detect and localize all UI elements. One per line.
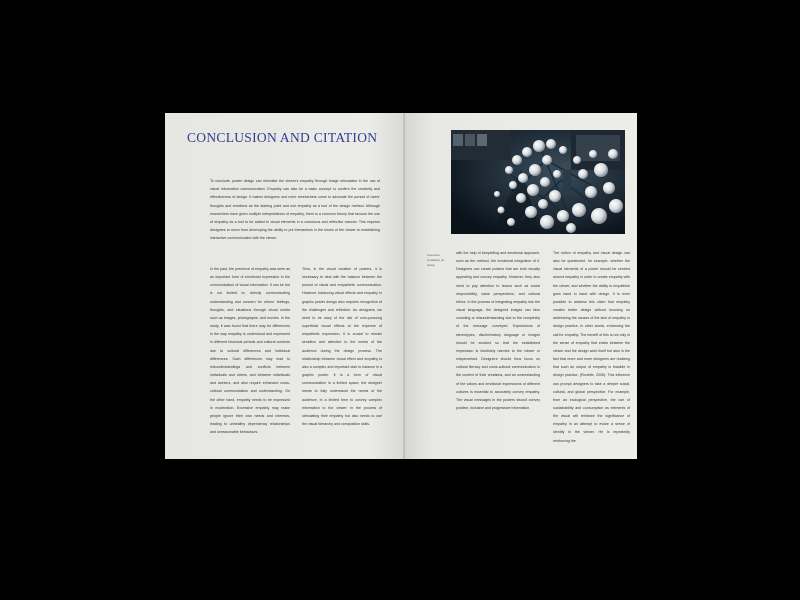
image-caption: Interactive installation art design [427, 253, 445, 267]
body-column-right-1: with the help of storytelling and emotional approach, such as the method, the emotional integration of it. Designers can create posters that are both visually appealing and convey empathy. However, they also need to pay attention to issues such as social responsibility, value perspectives, and cultural ethics. In the process of integrating empathy into the visual language, the designed images can face crowding or misunderstanding due to the complexity of the message conveyed. Expressions of stereotypes, discriminatory language or images should be avoided so that the established impression is intuitively harmful to the viewer or misperceived. Designers should thus focus on cultural literacy and cross-cultural communication in the context of their creations, and an understanding of the values and emotional expressions of different cultures is essential to accurately convey empathy. The visual messages in the posters should convey positive, inclusive and progressive information. [456, 251, 540, 410]
body-column-left-2: Thus, in the visual creation of posters, it is necessary to deal with the balance between the pursuit of visual and empathetic communication. However, balancing visual effects and empathy in graphic poster design also requires recognition of the challenges and reflection. As designers, we need to be wary of the risk of over-pursuing superficial visual effects at the expense of empathetic expression. It is crucial to remain sensitive and attentive to the needs of the audience during the design process. The relationship between visual effect and empathy is also a complex and important task to balance in a graphic poster. It is a form of visual communication in a limited space, the designer needs to fully understand the needs of the audience, in a limited time to convey complex information to the viewer; in the process of stimulating their empathy but also needs to use the visual hierarchy and composition skills. [302, 267, 382, 426]
intro-paragraph: To conclude, poster design can stimulate the viewer's empathy through image stimulation in the use of visual information communication. Empathy can also be a basic concept to confirm the creativity and effectiveness of design. It makes designers and more researchers come to advocate the pursuit of users' thoughts and emotions as the starting point and use empathy as a tool of the design method. Although researchers have given multiple interpretations of empathy, there is a common theory that favours the use of empathy as a tool to be added to visual elements in a conscious and reflective manner. This requires designers to move from developing the ability to put themselves in the shoes of the viewer to establishing interactive communication with the viewer. [210, 179, 380, 241]
page-folio-right: · · · · · [425, 434, 429, 443]
page-folio-left: · · · · · [185, 444, 189, 453]
right-page [405, 113, 637, 459]
installation-photo [451, 130, 625, 234]
installation-photo-graphic [451, 130, 625, 234]
body-column-left-1: In the past, the presence of empathy was seen as an important form of emotional expression in the communication of visual information. It can be but is not limited to, directly communicating understanding and concern for others' feelings, thoughts, and situations through visual media such as images, photographs, and movies. In the study, it was found that there may be differences in the way empathy is understood and expressed in different historical periods and cultural contexts due to cultural differences and individual differences. Such differences may lead to misunderstandings and conflicts between individuals and others, and between individuals and workers, and also require enhanced cross-cultural communication and understanding. On the other hand, empathy needs to be expressed in moderation. Excessive empathy may make people ignore their own needs and interests, leading to unhealthy dependency relationships and unreasonable behaviours. [210, 267, 290, 435]
body-column-right-2: The notion of empathy and visual design can also be questioned, for example, whether the visual elements of a poster should be centred around empathy in order to create empathy with the viewer, and whether the ability to empathise goes hand in hand with design. It is even possible to address this claim that empathy creates better design without focusing on addressing the causes of the lack of empathy in design practice, in other words, enhancing the call for empathy. The benefit of this is not only in the sense of empathy that exists between the viewer and the design work itself but also in the fact that more and more designers are realizing that such an output of empathy is feasible in design practice. (Ronette, 2006). This influence can prompt designers to take a deeper social, cultural, and global perspective. For example, from an ecological perspective, the use of sustainability and consumption as elements of the visual will reinforce the significance of empathy in an attempt to evoke a sense of identity in the viewer. He is repeatedly reinforcing the [553, 251, 630, 443]
page-title: CONCLUSION AND CITATION [187, 130, 378, 145]
left-page [165, 113, 405, 459]
